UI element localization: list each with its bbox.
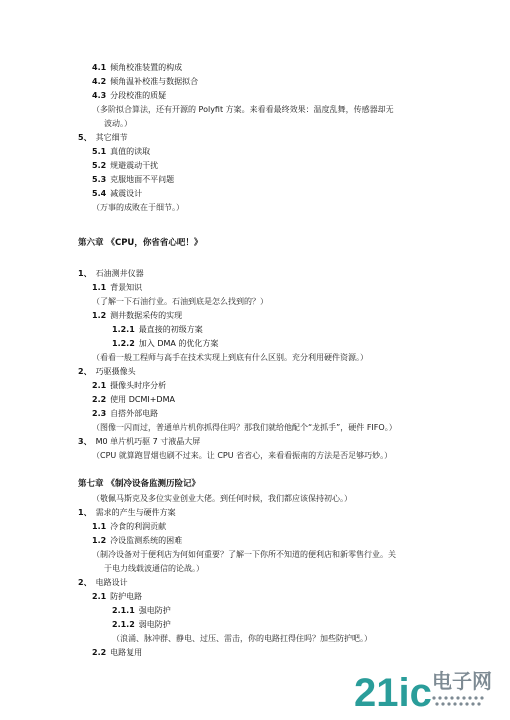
section-6-1-1: 1.1 背景知识 — [92, 283, 143, 292]
section-7-1-2: 1.2 冷设监测系统的困难 — [92, 536, 183, 545]
section-6-1-2-2: 1.2.2 加入 DMA 的优化方案 — [112, 339, 219, 348]
note-7-1-2-line1: （制冷设备对于便利店为何如何重要？了解一下你所不知道的便利店和新零售行业。关 — [92, 550, 396, 559]
note-6-1-1: （了解一下石油行业。石油到底是怎么找到的？） — [92, 297, 268, 306]
section-7-2-1: 2.1 防护电路 — [92, 592, 143, 601]
section-4-3: 4.3 分段校准的质疑 — [92, 91, 167, 100]
section-6-1-2-1: 1.2.1 最直接的初级方案 — [112, 325, 203, 334]
chapter-7-title: 第七章 《制冷设备监测历险记》 — [78, 479, 200, 489]
note-4-3-line1: （多阶拟合算法，还有开源的 Polyfit 方案。来看看最终效果：温度乱舞，传感器却无 — [92, 105, 394, 114]
section-6-1: 1、 石油测井仪器 — [78, 269, 144, 278]
section-5-3: 5.3 克服地面不平问题 — [92, 175, 175, 184]
section-5-1: 5.1 真值的读取 — [92, 147, 151, 156]
note-4-3-line2: 波动。） — [104, 119, 132, 128]
section-6-2-2: 2.2 使用 DCMI+DMA — [92, 395, 175, 404]
section-6-2: 2、 巧驱摄像头 — [78, 367, 136, 376]
note-7-2-1: （浪涌、脉冲群、静电、过压、雷击，你的电路扛得住吗？加些防护吧。） — [112, 634, 372, 643]
section-6-2-1: 2.1 摄像头时序分析 — [92, 381, 167, 390]
section-5: 5、 其它细节 — [78, 133, 128, 142]
section-5-2: 5.2 规避震动干扰 — [92, 161, 159, 170]
watermark-logo — [352, 668, 502, 712]
section-7-1-1: 1.1 冷食的利润贡献 — [92, 522, 167, 531]
section-7-2-2: 2.2 电路复用 — [92, 648, 143, 657]
section-4-2: 4.2 倾角温补校准与数据拟合 — [92, 77, 199, 86]
section-7-1: 1、 需求的产生与硬件方案 — [78, 508, 176, 517]
watermark-tagline: 电子网 — [432, 669, 492, 693]
section-7-2-1-2: 2.1.2 弱电防护 — [112, 620, 171, 629]
section-7-2-1-1: 2.1.1 强电防护 — [112, 606, 171, 615]
section-5-4: 5.4 减震设计 — [92, 189, 143, 198]
note-6-1-2: （看看一般工程师与高手在技术实现上到底有什么区别。充分利用硬件资源。） — [92, 353, 368, 362]
watermark-logo-graphic — [352, 668, 502, 712]
section-7-2: 2、 电路设计 — [78, 578, 128, 587]
dotted-pattern-icon — [432, 696, 483, 705]
watermark-brand: 21ic — [354, 671, 432, 712]
note-chapter-7: （敬佩马斯克及多位实业创业大佬。到任何时候，我们都应该保持初心。） — [92, 494, 352, 503]
note-5: （万事的成败在于细节。） — [92, 203, 184, 212]
note-6-2: （图像一闪而过，普通单片机你抓得住吗？那我们就给他配个“龙抓手”，硬件 FIFO。） — [92, 423, 397, 432]
note-7-1-2-line2: 于电力线载波通信的论战。） — [104, 564, 204, 573]
chapter-6-title: 第六章 《CPU，你省省心吧！》 — [78, 238, 203, 248]
note-6-3: （CPU 就算跑冒烟也刷不过来。让 CPU 省省心，来看看振南的方法是否足够巧妙。） — [92, 451, 393, 460]
section-6-3: 3、 M0 单片机巧驱 7 寸液晶大屏 — [78, 437, 201, 446]
section-6-2-3: 2.3 自搭外部电路 — [92, 409, 159, 418]
section-6-1-2: 1.2 测井数据采传的实现 — [92, 311, 183, 320]
section-4-1: 4.1 倾角校准装置的构成 — [92, 63, 183, 72]
